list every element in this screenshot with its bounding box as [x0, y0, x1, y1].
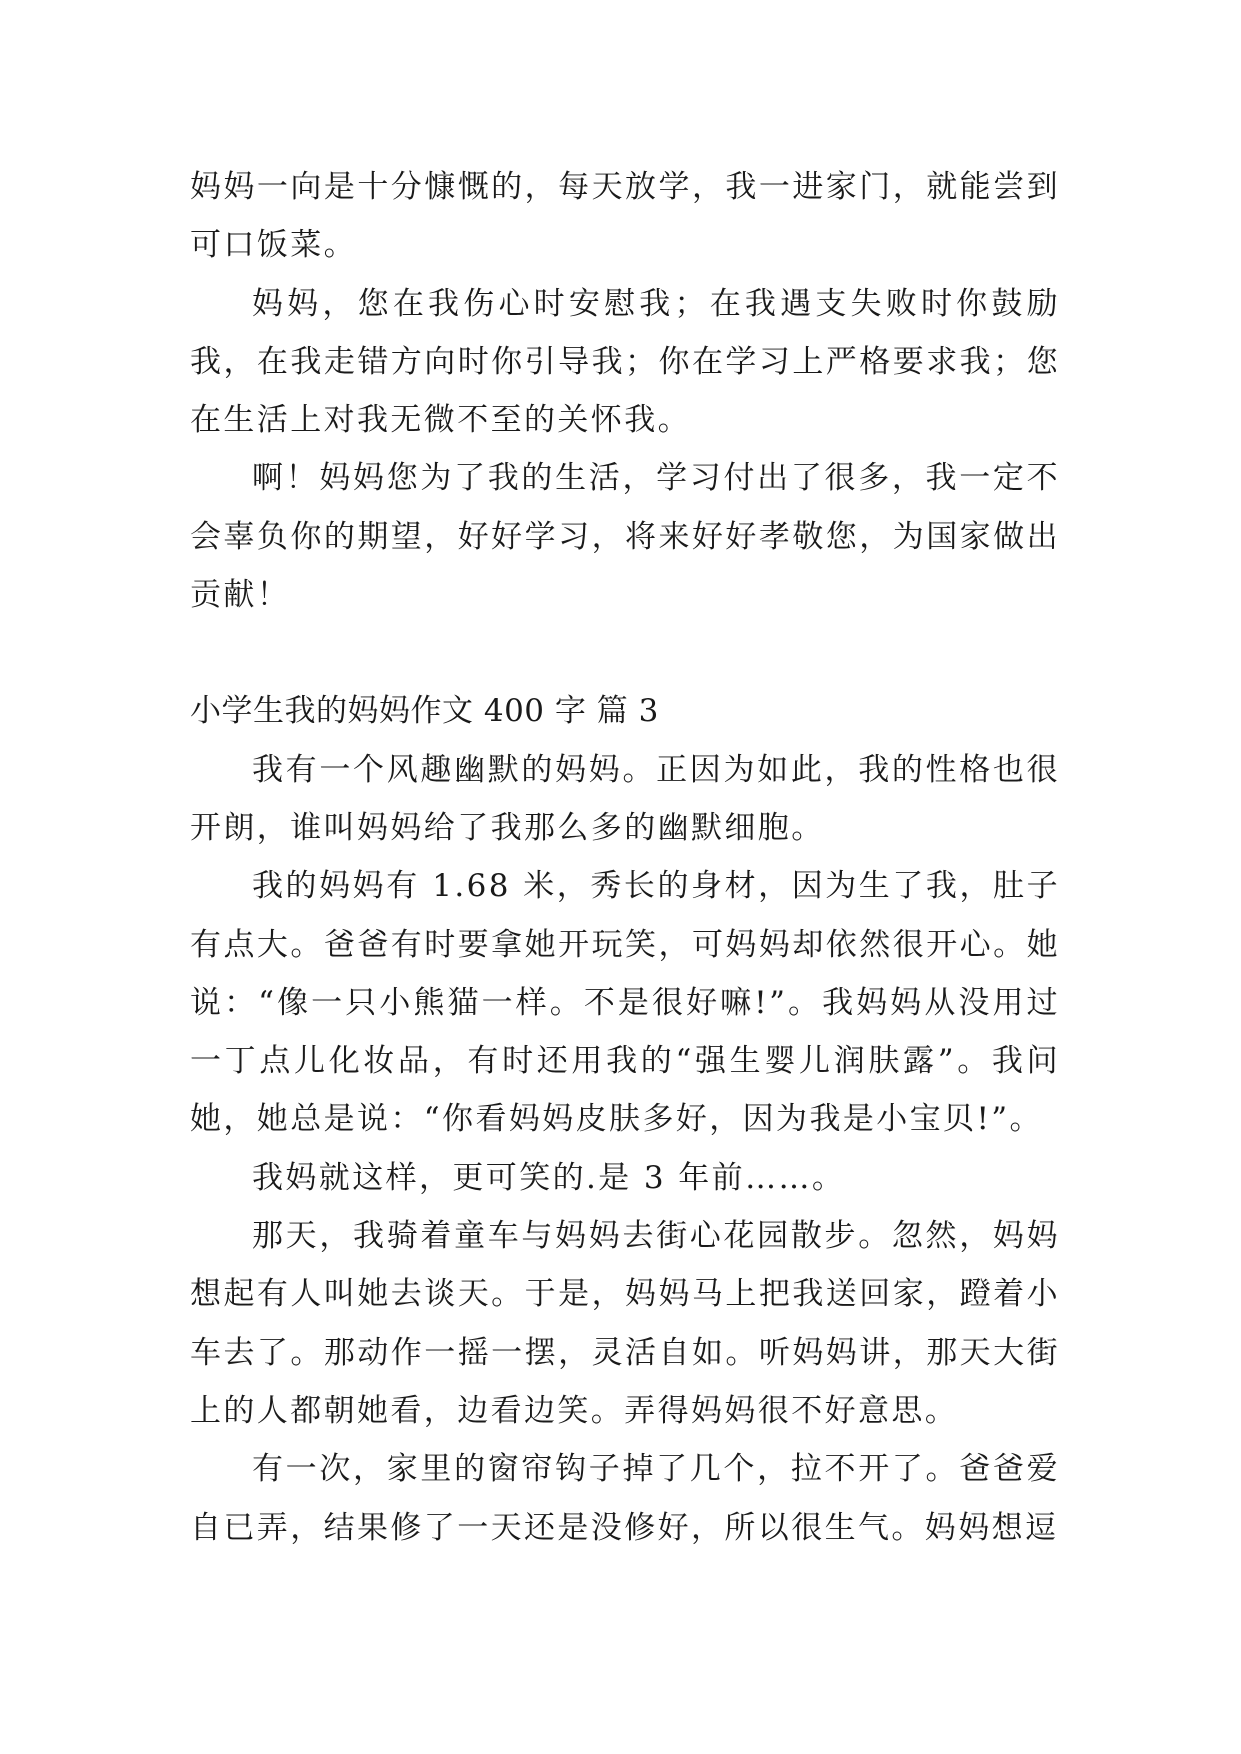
section-heading: 小学生我的妈妈作文 400 字 篇 3 — [190, 693, 659, 730]
paragraph: 啊！妈妈您为了我的生活，学习付出了很多，我一定不会辜负你的期望，好好学习，将来好好孝敬您，为国家做出贡献！ — [190, 460, 1060, 614]
paragraph: 那天，我骑着童车与妈妈去街心花园散步。忽然，妈妈想起有人叫她去谈天。于是，妈妈马上把我送回家，蹬着小车去了。那动作一摇一摆，灵活自如。听妈妈讲，那天大街上的人都朝她看，边看边笑。弄得妈妈很不好意思。 — [190, 1218, 1060, 1429]
paragraph: 我的妈妈有 1.68 米，秀长的身材，因为生了我，肚子有点大。爸爸有时要拿她开玩笑，可妈妈却依然很开心。她说：“像一只小熊猫一样。不是很好嘛!”。我妈妈从没用过一丁点儿化妆品，有时还用我的“强生婴儿润肤露”。我问她，她总是说：“你看妈妈皮肤多好，因为我是小宝贝!”。 — [190, 868, 1060, 1138]
paragraph: 妈妈一向是十分慷慨的，每天放学，我一进家门，就能尝到可口饭菜。 — [190, 169, 1060, 264]
paragraph: 我有一个风趣幽默的妈妈。正因为如此，我的性格也很开朗，谁叫妈妈给了我那么多的幽默细胞。 — [190, 751, 1060, 846]
document-body — [190, 158, 1060, 1557]
paragraph: 我妈就这样，更可笑的.是 3 年前……。 — [252, 1159, 846, 1196]
paragraph: 妈妈，您在我伤心时安慰我；在我遇支失败时你鼓励我，在我走错方向时你引导我；你在学习上严格要求我；您在生活上对我无微不至的关怀我。 — [190, 285, 1060, 439]
paragraph: 有一次，家里的窗帘钩子掉了几个，拉不开了。爸爸爱自已弄，结果修了一天还是没修好，所以很生气。妈妈想逗 — [190, 1451, 1060, 1546]
